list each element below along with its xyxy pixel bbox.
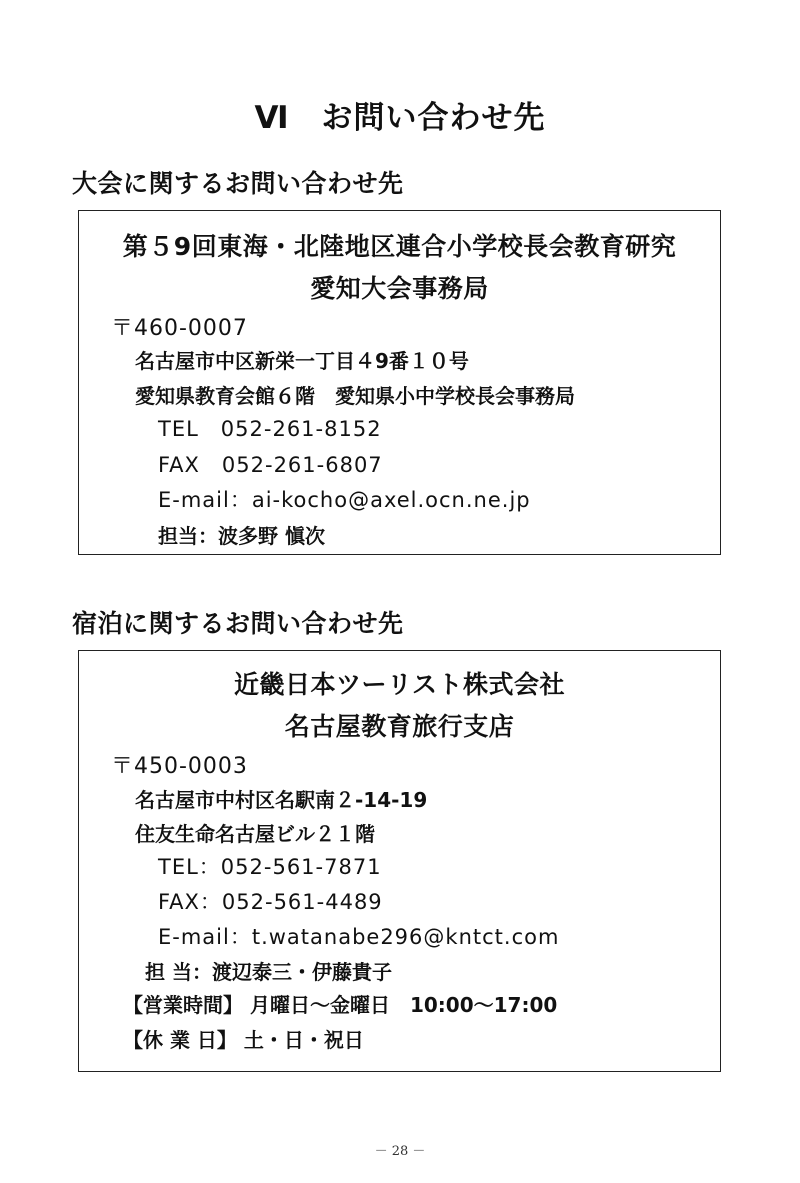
postal-code: 〒450-0003	[111, 754, 248, 779]
phone-number: TEL 052-261-8152	[158, 417, 382, 441]
page-number: － 28 －	[374, 1144, 426, 1159]
contact-person: 担当：波多野 愼次	[158, 524, 325, 548]
email-address: E-mail：ai-kocho@axel.ocn.ne.jp	[158, 488, 531, 512]
agency-name: 近畿日本ツーリスト株式会社	[233, 670, 565, 699]
address-line-2: 愛知県教育会館６階 愛知県小中学校長会事務局	[135, 384, 575, 408]
fax-number: FAX 052-261-6807	[158, 453, 383, 477]
address-line-1: 名古屋市中区新栄一丁目４9番１０号	[135, 349, 469, 373]
email-address: E-mail：t.watanabe296@kntct.com	[158, 925, 560, 949]
address-line-1: 名古屋市中村区名駅南２-14-19	[135, 788, 428, 812]
fax-number: FAX：052-561-4489	[158, 890, 383, 914]
phone-number: TEL：052-561-7871	[158, 855, 382, 879]
agency-branch: 名古屋教育旅行支店	[284, 712, 515, 741]
page-title: Ⅵ お問い合わせ先	[254, 100, 546, 136]
address-line-2: 住友生命名古屋ビル２１階	[135, 822, 375, 846]
section-heading-tournament: 大会に関するお問い合わせ先	[72, 169, 404, 198]
business-hours: 【営業時間】 月曜日～金曜日 10:00～17:00	[123, 993, 558, 1017]
accommodation-contact-box	[78, 650, 721, 1072]
organizer-name: 第５9回東海・北陸地区連合小学校長会教育研究	[122, 232, 677, 261]
contact-persons: 担 当：渡辺泰三・伊藤貴子	[145, 960, 392, 984]
organizer-office: 愛知大会事務局	[310, 274, 489, 303]
section-heading-accommodation: 宿泊に関するお問い合わせ先	[72, 609, 404, 638]
closed-days: 【休 業 日】 土・日・祝日	[123, 1028, 364, 1052]
tournament-contact-box	[78, 210, 721, 555]
postal-code: 〒460-0007	[111, 316, 248, 341]
